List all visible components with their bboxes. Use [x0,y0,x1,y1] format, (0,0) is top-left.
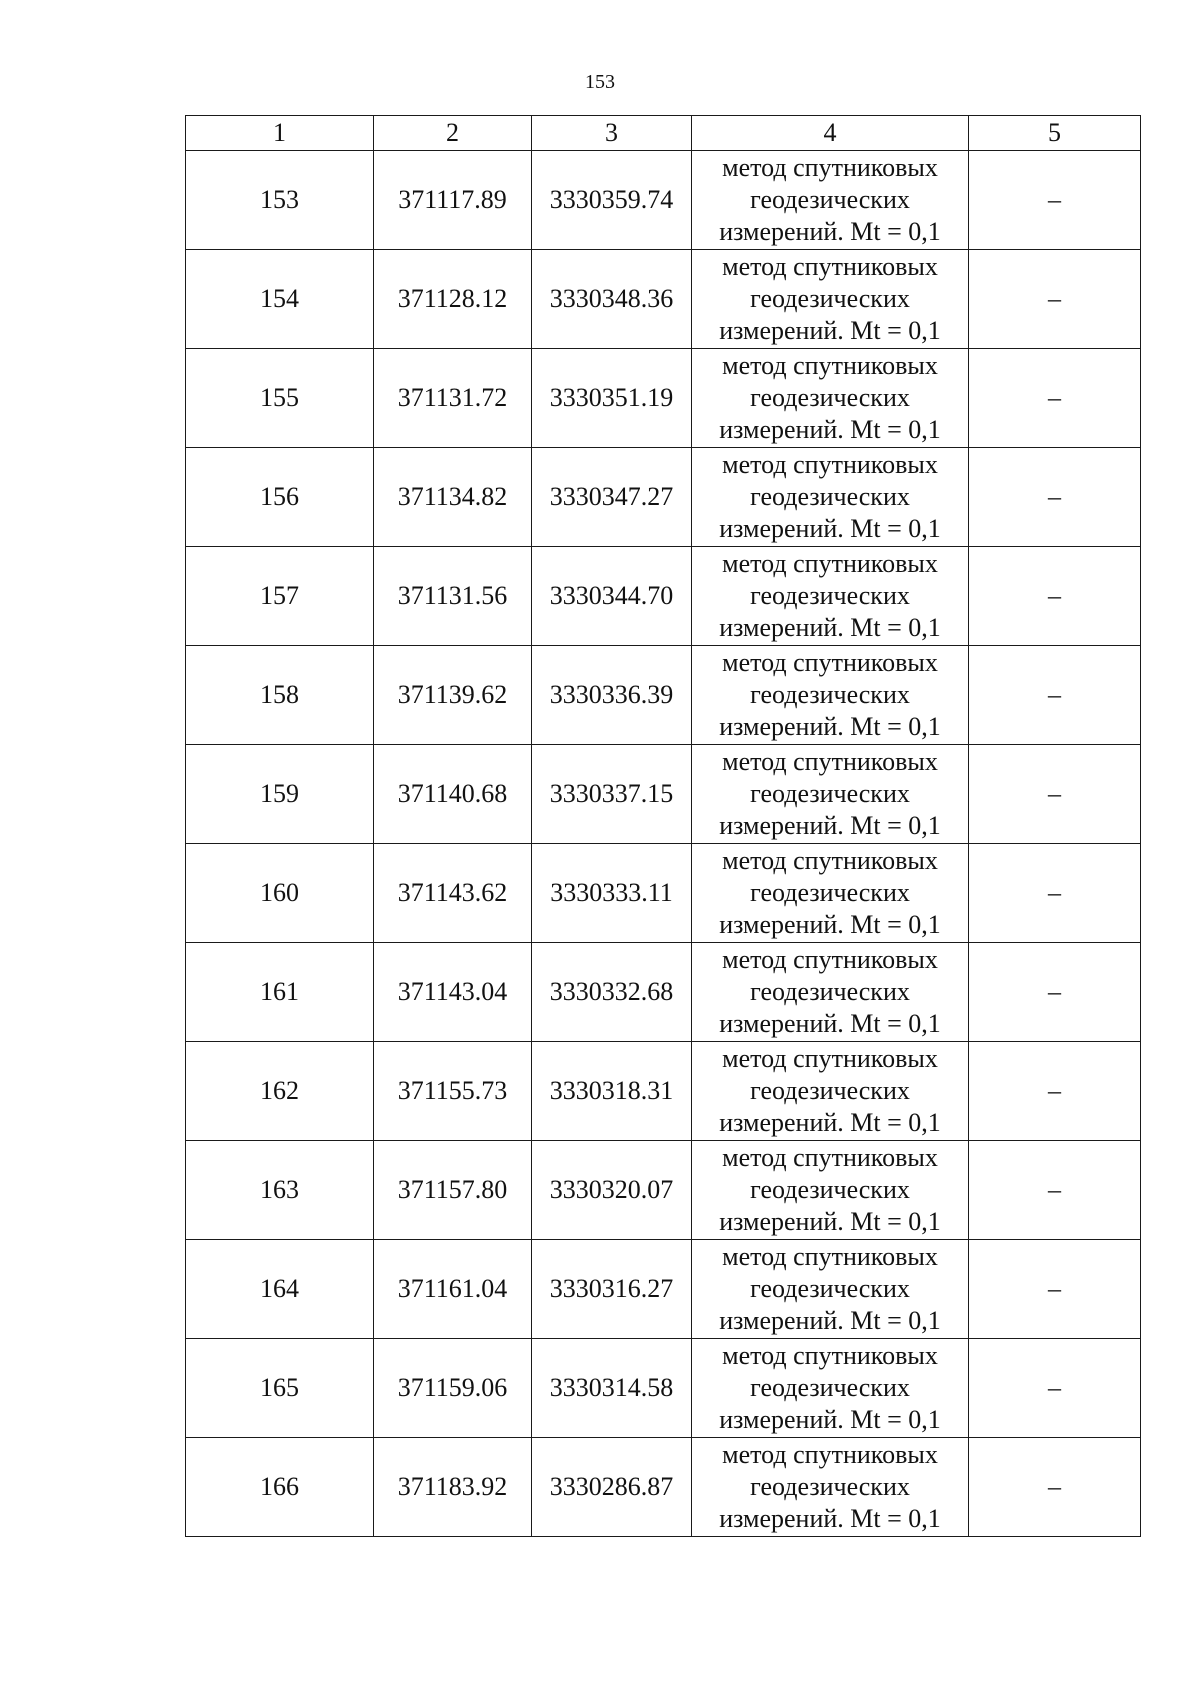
header-cell-1: 1 [186,116,374,151]
y-coordinate-cell: 3330336.39 [532,646,692,745]
table-row [186,1438,1141,1537]
method-line: метод спутниковых [722,351,938,380]
table-header [186,116,1141,151]
note-cell: – [969,1042,1141,1141]
x-coordinate-cell: 371161.04 [374,1240,532,1339]
point-number-cell: 163 [186,1141,374,1240]
method-line: метод спутниковых [722,1143,938,1172]
method-line: метод спутниковых [722,450,938,479]
note-cell: – [969,943,1141,1042]
table-row [186,943,1141,1042]
table-row [186,1240,1141,1339]
point-number-cell: 153 [186,151,374,250]
method-cell [692,1438,969,1537]
point-number-cell: 166 [186,1438,374,1537]
table-body [186,151,1141,1537]
point-number-cell: 155 [186,349,374,448]
method-line: геодезических [750,383,910,412]
method-line: метод спутниковых [722,549,938,578]
method-line: геодезических [750,1274,910,1303]
method-line: измерений. Mt = 0,1 [719,1405,941,1434]
x-coordinate-cell: 371183.92 [374,1438,532,1537]
method-line: измерений. Mt = 0,1 [719,514,941,543]
method-line: геодезических [750,185,910,214]
method-line: измерений. Mt = 0,1 [719,712,941,741]
header-cell-4: 4 [692,116,969,151]
x-coordinate-cell: 371134.82 [374,448,532,547]
y-coordinate-cell: 3330316.27 [532,1240,692,1339]
method-line: измерений. Mt = 0,1 [719,1108,941,1137]
method-line: геодезических [750,1175,910,1204]
table-row [186,646,1141,745]
table-row [186,1042,1141,1141]
method-cell [692,1240,969,1339]
method-line: геодезических [750,1472,910,1501]
method-cell [692,646,969,745]
table-row [186,844,1141,943]
table-row [186,745,1141,844]
method-line: измерений. Mt = 0,1 [719,910,941,939]
point-number-cell: 164 [186,1240,374,1339]
y-coordinate-cell: 3330351.19 [532,349,692,448]
note-cell: – [969,646,1141,745]
point-number-cell: 160 [186,844,374,943]
table-row [186,1339,1141,1438]
method-line: геодезических [750,878,910,907]
method-cell [692,151,969,250]
method-cell [692,943,969,1042]
x-coordinate-cell: 371157.80 [374,1141,532,1240]
note-cell: – [969,1438,1141,1537]
method-line: измерений. Mt = 0,1 [719,1009,941,1038]
method-cell [692,745,969,844]
table-row [186,1141,1141,1240]
y-coordinate-cell: 3330320.07 [532,1141,692,1240]
point-number-cell: 159 [186,745,374,844]
header-row [186,116,1141,151]
note-cell: – [969,547,1141,646]
point-number-cell: 158 [186,646,374,745]
table-row [186,547,1141,646]
method-cell [692,547,969,646]
note-cell: – [969,745,1141,844]
method-line: метод спутниковых [722,945,938,974]
note-cell: – [969,1339,1141,1438]
method-line: измерений. Mt = 0,1 [719,415,941,444]
method-line: метод спутниковых [722,1341,938,1370]
method-line: геодезических [750,977,910,1006]
x-coordinate-cell: 371155.73 [374,1042,532,1141]
note-cell: – [969,448,1141,547]
method-line: метод спутниковых [722,1242,938,1271]
note-cell: – [969,844,1141,943]
note-cell: – [969,349,1141,448]
point-number-cell: 165 [186,1339,374,1438]
header-cell-2: 2 [374,116,532,151]
method-line: геодезических [750,680,910,709]
note-cell: – [969,1240,1141,1339]
method-cell [692,1141,969,1240]
x-coordinate-cell: 371143.62 [374,844,532,943]
method-line: геодезических [750,1373,910,1402]
table-row [186,151,1141,250]
y-coordinate-cell: 3330347.27 [532,448,692,547]
method-line: измерений. Mt = 0,1 [719,1207,941,1236]
method-cell [692,349,969,448]
point-number-cell: 154 [186,250,374,349]
note-cell: – [969,250,1141,349]
y-coordinate-cell: 3330332.68 [532,943,692,1042]
coordinates-table [185,115,1141,1537]
y-coordinate-cell: 3330359.74 [532,151,692,250]
method-line: геодезических [750,482,910,511]
header-cell-3: 3 [532,116,692,151]
method-line: измерений. Mt = 0,1 [719,1504,941,1533]
method-line: метод спутниковых [722,1044,938,1073]
point-number-cell: 161 [186,943,374,1042]
point-number-cell: 162 [186,1042,374,1141]
method-line: измерений. Mt = 0,1 [719,1306,941,1335]
point-number-cell: 156 [186,448,374,547]
method-line: измерений. Mt = 0,1 [719,217,941,246]
method-cell [692,844,969,943]
x-coordinate-cell: 371128.12 [374,250,532,349]
y-coordinate-cell: 3330348.36 [532,250,692,349]
method-line: метод спутниковых [722,252,938,281]
point-number-cell: 157 [186,547,374,646]
y-coordinate-cell: 3330318.31 [532,1042,692,1141]
method-line: измерений. Mt = 0,1 [719,316,941,345]
table-row [186,349,1141,448]
page-number: 153 [585,71,615,93]
y-coordinate-cell: 3330286.87 [532,1438,692,1537]
method-line: метод спутниковых [722,846,938,875]
y-coordinate-cell: 3330333.11 [532,844,692,943]
method-cell [692,1339,969,1438]
method-line: измерений. Mt = 0,1 [719,811,941,840]
y-coordinate-cell: 3330337.15 [532,745,692,844]
table-row [186,250,1141,349]
method-line: метод спутниковых [722,1440,938,1469]
method-line: геодезических [750,284,910,313]
x-coordinate-cell: 371140.68 [374,745,532,844]
method-line: метод спутниковых [722,153,938,182]
method-cell [692,448,969,547]
x-coordinate-cell: 371131.72 [374,349,532,448]
method-cell [692,250,969,349]
method-line: геодезических [750,581,910,610]
method-line: метод спутниковых [722,747,938,776]
method-cell [692,1042,969,1141]
y-coordinate-cell: 3330344.70 [532,547,692,646]
y-coordinate-cell: 3330314.58 [532,1339,692,1438]
note-cell: – [969,1141,1141,1240]
x-coordinate-cell: 371117.89 [374,151,532,250]
method-line: метод спутниковых [722,648,938,677]
x-coordinate-cell: 371139.62 [374,646,532,745]
x-coordinate-cell: 371159.06 [374,1339,532,1438]
header-cell-5: 5 [969,116,1141,151]
x-coordinate-cell: 371143.04 [374,943,532,1042]
x-coordinate-cell: 371131.56 [374,547,532,646]
method-line: геодезических [750,779,910,808]
method-line: геодезических [750,1076,910,1105]
note-cell: – [969,151,1141,250]
method-line: измерений. Mt = 0,1 [719,613,941,642]
table-row [186,448,1141,547]
